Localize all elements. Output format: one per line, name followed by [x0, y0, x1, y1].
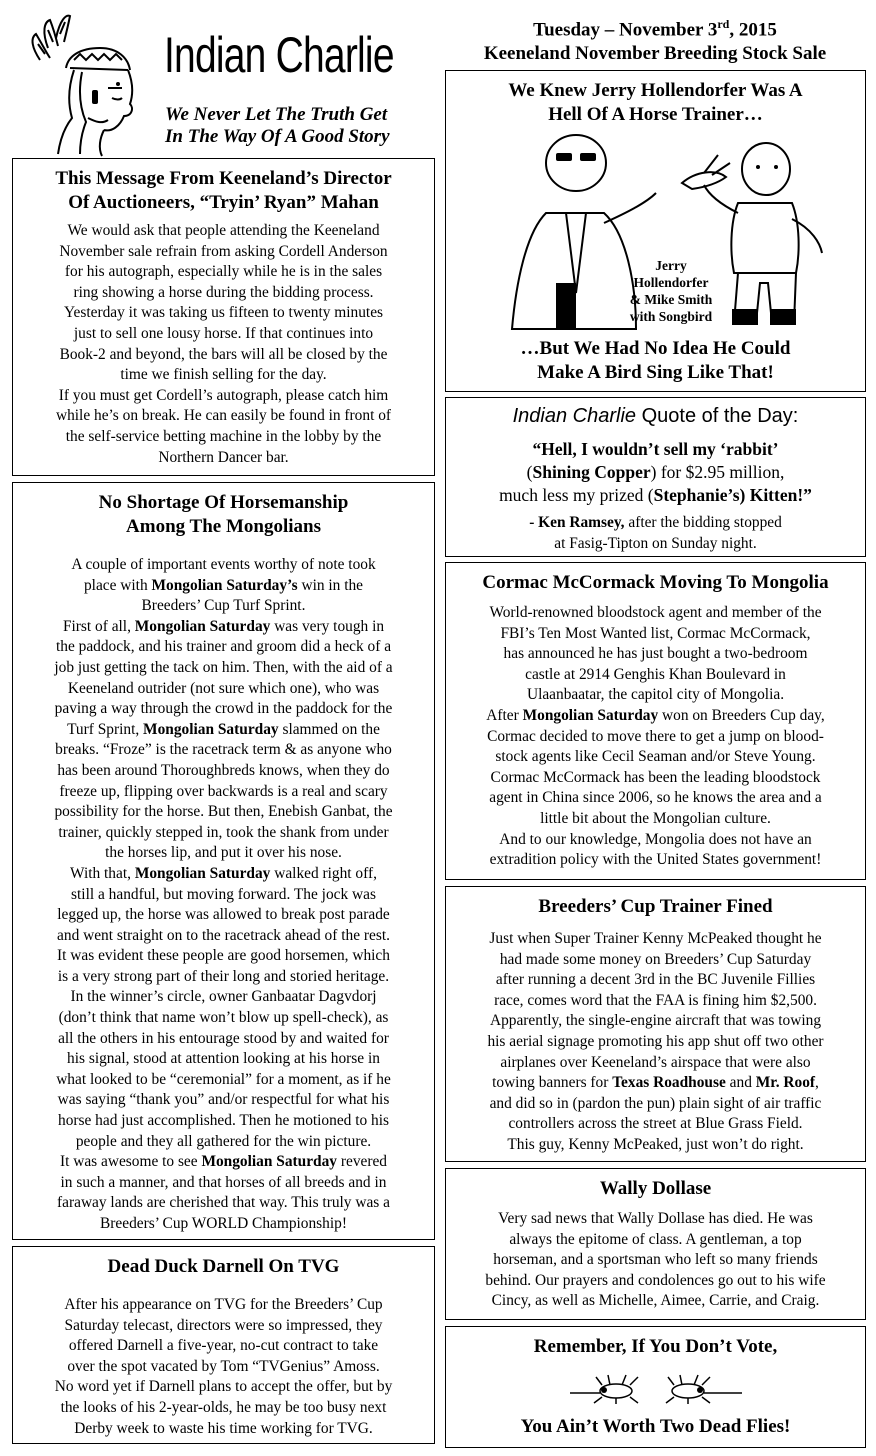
attribution-line: - Ken Ramsey, after the bidding stopped: [529, 514, 782, 531]
text-line: With that, Mongolian Saturday walked right off,: [70, 864, 377, 882]
text-line: Keeneland outrider (not sure which one), who was: [67, 679, 380, 697]
dead-flies-icon: [566, 1371, 746, 1405]
text-line: Saturday telecast, directors were so impressed, they: [64, 1316, 383, 1334]
text-line: Northern Dancer bar.: [158, 448, 289, 466]
text-line: castle at 2914 Genghis Khan Boulevard in: [525, 665, 786, 683]
masthead-tagline-2: In The Way Of A Good Story: [165, 126, 390, 147]
text-line: trainer, quickly stepped in, took the shank from under: [58, 823, 389, 841]
article-heading: Wally Dollase: [599, 1178, 712, 1199]
text-line: just to sell one lousy horse. If that continues into: [73, 324, 374, 342]
text-line: airplanes over Keeneland’s airspace that were also: [500, 1053, 811, 1071]
text-line: It was evident these people are good horsemen, which: [57, 947, 390, 965]
text-line: has been around Thoroughbreds knows, when they do: [57, 761, 390, 779]
quote-line: (Shining Copper) for $2.95 million,: [526, 462, 785, 482]
text-line: race, comes word that the FAA is fining him $2,500.: [494, 991, 817, 1009]
text-line: ring showing a horse during the bidding process.: [73, 283, 374, 301]
text-line: always the epitome of class. A gentleman, a top: [509, 1230, 802, 1248]
text-line: faraway lands are cherished that way. This truly was a: [57, 1194, 390, 1212]
masthead-title: Indian Charlie: [164, 27, 394, 83]
text-line: Turf Sprint, Mongolian Saturday slammed on the: [67, 720, 380, 738]
text-line: the looks of his 2-year-olds, he may be too busy next: [60, 1398, 387, 1416]
article-heading: Hell Of A Horse Trainer…: [548, 104, 763, 125]
text-line: legged up, the horse was allowed to break post parade: [57, 906, 390, 924]
text-line: while he’s on break. He can easily be found in front of: [55, 407, 392, 425]
text-line: stock agents like Cecil Seaman and/or Steve Young.: [495, 748, 816, 766]
article-body: [13, 221, 434, 468]
text-line: And to our knowledge, Mongolia does not have an: [499, 830, 812, 848]
text-line: FBI’s Ten Most Wanted list, Cormac McCormack,: [500, 624, 811, 642]
article-cormac-mccormack: [445, 562, 866, 880]
text-line: breaks. “Froze” is the racetrack term & as anyone who: [55, 741, 392, 759]
text-line: is a very strong part of their long and storied heritage.: [57, 967, 390, 985]
text-line: what looked to be “ceremonial” for a moment, as if he: [56, 1070, 391, 1088]
article-ryan-mahan: [12, 158, 435, 476]
article-heading: Of Auctioneers, “Tryin’ Ryan” Mahan: [68, 192, 379, 213]
article-heading: This Message From Keeneland’s Director: [55, 168, 392, 189]
article-jerry-hollendorfer: [445, 70, 866, 392]
text-line: the horses lip, and put it over his nose.: [105, 844, 342, 862]
attribution-line: at Fasig-Tipton on Sunday night.: [554, 534, 757, 552]
text-line: World-renowned bloodstock agent and member of the: [489, 604, 822, 621]
vote-line-2: You Ain’t Worth Two Dead Flies!: [520, 1416, 791, 1437]
issue-date: Tuesday – November 3rd, 2015: [533, 17, 777, 41]
text-line: In the winner’s circle, owner Ganbaatar Dagvdorj: [70, 988, 377, 1006]
text-line: It was awesome to see Mongolian Saturday revered: [59, 1153, 387, 1171]
text-line: his aerial signage promoting his app shut off two other: [487, 1032, 824, 1050]
text-line: Derby week to waste his time working for TVG.: [74, 1419, 373, 1437]
article-heading: Breeders’ Cup Trainer Fined: [538, 896, 773, 917]
text-line: little bit about the Mongolian culture.: [540, 809, 771, 827]
article-heading: Cormac McCormack Moving To Mongolia: [482, 572, 829, 593]
quote-line: “Hell, I wouldn’t sell my ‘rabbit’: [532, 439, 779, 459]
text-line: Cincy, as well as Michelle, Aimee, Carrie, and Craig.: [491, 1292, 820, 1310]
cartoon-caption: [616, 257, 726, 325]
sale-name: Keeneland November Breeding Stock Sale: [483, 43, 827, 65]
text-line: After his appearance on TVG for the Breeders’ Cup: [64, 1296, 383, 1313]
text-line: Cormac decided to move there to get a jump on blood-: [487, 727, 824, 745]
article-trainer-fined: [445, 886, 866, 1162]
text-line: time we finish selling for the day.: [120, 366, 327, 384]
text-line: behind. Our prayers and condolences go out to his wife: [485, 1271, 826, 1289]
article-heading: No Shortage Of Horsemanship: [98, 492, 349, 513]
text-line: has announced he has just bought a two-bedroom: [503, 645, 808, 663]
article-body: [13, 1295, 434, 1439]
article-body: [446, 1209, 865, 1312]
text-line: possibility for the horse. But then, Enebish Ganbat, the: [54, 803, 393, 821]
article-heading: Dead Duck Darnell On TVG: [107, 1256, 340, 1277]
text-line: his signal, stood at attention looking at his horse in: [67, 1050, 380, 1068]
caption-line: Jerry: [655, 258, 687, 273]
text-line: offered Darnell a five-year, no-cut contract to take: [68, 1337, 379, 1355]
text-line: people and they all gathered for the win picture.: [75, 1132, 372, 1150]
cartoon-punchline: Make A Bird Sing Like That!: [537, 362, 774, 383]
text-line: horse had just accomplished. Then he motioned to his: [58, 1112, 389, 1130]
dateline: [445, 12, 865, 66]
text-line: No word yet if Darnell plans to accept the offer, but by: [54, 1378, 393, 1396]
article-body: [446, 929, 865, 1156]
text-line: Cormac McCormack has been the leading bloodstock: [490, 768, 821, 786]
quote-line: much less my prized (Stephanie’s) Kitten!”: [499, 485, 812, 505]
text-line: Ulaanbaatar, the capitol city of Mongolia.: [526, 686, 785, 704]
text-line: (don’t think that name won’t blow up spell-check), as: [58, 1009, 389, 1027]
text-line: all the others in his entourage stood by and waited for: [58, 1029, 389, 1047]
cartoon-punchline: …But We Had No Idea He Could: [520, 338, 791, 359]
vote-line-1: Remember, If You Don’t Vote,: [533, 1336, 778, 1357]
text-line: This guy, Kenny McPeaked, just won’t do right.: [507, 1135, 804, 1153]
quote-of-the-day: [445, 397, 866, 557]
text-line: job just getting the tack on him. Then, with the aid of a: [54, 658, 393, 676]
text-line: Yesterday it was taking us fifteen to twenty minutes: [63, 304, 384, 322]
text-line: the self-service betting machine in the lobby by the: [65, 427, 382, 445]
text-line: controllers across the street at Blue Grass Field.: [508, 1115, 803, 1133]
text-line: was saying “thank you” and/or respectful for what his: [57, 1091, 390, 1109]
article-heading: We Knew Jerry Hollendorfer Was A: [508, 80, 803, 101]
text-line: Just when Super Trainer Kenny McPeaked thought he: [489, 930, 822, 947]
text-line: Breeders’ Cup Turf Sprint.: [141, 597, 306, 615]
article-wally-dollase: [445, 1168, 866, 1320]
text-line: extradition policy with the United States government!: [489, 851, 822, 869]
article-body: [446, 603, 865, 871]
quote-text: [446, 438, 865, 507]
text-line: paving a way through the crowd in the paddock for the: [54, 700, 393, 718]
text-line: horseman, and a sportsman who left so many friends: [493, 1251, 818, 1269]
text-line: We would ask that people attending the Keeneland: [67, 222, 380, 239]
text-line: First of all, Mongolian Saturday was very tough in: [62, 617, 385, 635]
text-line: A couple of important events worthy of note took: [71, 556, 376, 573]
text-line: for his autograph, especially while he is in the sales: [64, 263, 383, 281]
text-line: If you must get Cordell’s autograph, please catch him: [58, 386, 389, 404]
quote-heading: Indian Charlie Quote of the Day:: [512, 405, 799, 427]
vote-reminder: [445, 1326, 866, 1448]
text-line: had made some money on Breeders’ Cup Saturday: [499, 950, 812, 968]
text-line: Breeders’ Cup WORLD Championship!: [100, 1215, 347, 1232]
caption-line: & Mike Smith: [629, 292, 713, 307]
caption-line: with Songbird: [629, 309, 713, 324]
text-line: Very sad news that Wally Dollase has died. He was: [498, 1210, 813, 1227]
quote-attribution: [446, 513, 865, 554]
text-line: after running a decent 3rd in the BC Juvenile Fillies: [495, 971, 816, 989]
text-line: freeze up, flipping over backwards is a real and scary: [59, 782, 388, 800]
text-line: still a handful, but moving forward. The jock was: [71, 885, 376, 903]
text-line: in such a manner, and that horses of all breeds and in: [60, 1173, 387, 1191]
text-line: Book-2 and beyond, the bars will all be closed by the: [59, 345, 388, 363]
masthead-tagline-1: We Never Let The Truth Get: [165, 104, 388, 125]
text-line: place with Mongolian Saturday’s win in the: [83, 576, 364, 594]
article-heading: Among The Mongolians: [126, 516, 321, 537]
text-line: November sale refrain from asking Cordell Anderson: [59, 242, 388, 260]
article-dead-duck-darnell: [12, 1246, 435, 1444]
indian-head-logo: [8, 8, 158, 158]
text-line: agent in China since 2006, so he knows the area and a: [489, 789, 822, 807]
article-mongolian-horsemanship: [12, 482, 435, 1240]
text-line: Apparently, the single-engine aircraft that was towing: [489, 1012, 822, 1030]
article-body: [13, 555, 434, 1235]
text-line: over the spot vacated by Tom “TVGenius” Amoss.: [67, 1357, 380, 1375]
caption-line: Hollendorfer: [633, 275, 709, 290]
text-line: towing banners for Texas Roadhouse and Mr. Roof,: [492, 1074, 819, 1092]
text-line: and went straight on to the racetrack ahead of the rest.: [57, 926, 390, 944]
text-line: and did so in (pardon the pun) plain sight of air traffic: [489, 1094, 822, 1112]
text-line: After Mongolian Saturday won on Breeders Cup day,: [486, 706, 825, 724]
text-line: the paddock, and his trainer and groom did a heck of a: [55, 638, 392, 656]
